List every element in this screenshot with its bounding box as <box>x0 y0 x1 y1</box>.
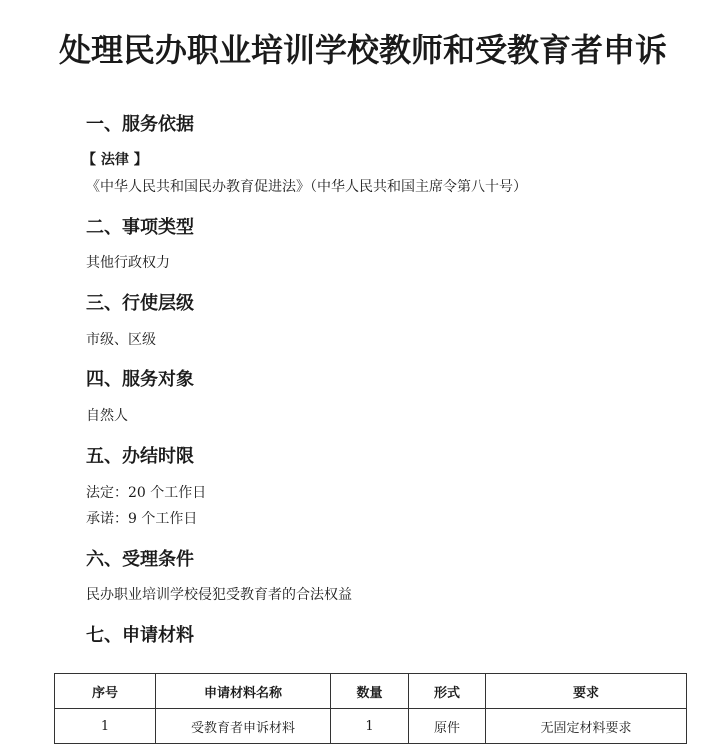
law-tag: 【 法律 】 <box>82 152 148 168</box>
column-header-quantity: 数量 <box>331 674 409 709</box>
cell-index: 1 <box>55 709 156 744</box>
section-text-promised-limit: 承诺：9 个工作日 <box>86 511 198 527</box>
cell-requirement: 无固定材料要求 <box>486 709 687 744</box>
section-heading-item-type: 二、事项类型 <box>86 217 194 238</box>
section-text-basis-law: 《中华人民共和国民办教育促进法》（中华人民共和国主席令第八十号） <box>86 179 527 195</box>
section-heading-conditions: 六、受理条件 <box>86 549 194 570</box>
section-text-item-type: 其他行政权力 <box>86 255 170 271</box>
section-heading-time-limit: 五、办结时限 <box>86 446 194 467</box>
table-row <box>55 709 687 744</box>
table-header-row <box>55 674 687 709</box>
section-heading-materials: 七、申请材料 <box>86 625 194 646</box>
column-header-material-name: 申请材料名称 <box>156 674 331 709</box>
section-text-target: 自然人 <box>86 408 128 424</box>
section-heading-target: 四、服务对象 <box>86 369 194 390</box>
materials-table <box>54 673 687 744</box>
section-text-level: 市级、区级 <box>86 332 156 348</box>
cell-material-name: 受教育者申诉材料 <box>156 709 331 744</box>
section-text-legal-limit: 法定：20 个工作日 <box>86 485 207 501</box>
column-header-form: 形式 <box>409 674 486 709</box>
column-header-index: 序号 <box>55 674 156 709</box>
section-text-conditions: 民办职业培训学校侵犯受教育者的合法权益 <box>86 587 352 603</box>
cell-form: 原件 <box>409 709 486 744</box>
section-heading-basis: 一、服务依据 <box>86 114 194 135</box>
cell-quantity: 1 <box>331 709 409 744</box>
document-title: 处理民办职业培训学校教师和受教育者申诉 <box>58 31 667 69</box>
section-heading-level: 三、行使层级 <box>86 293 194 314</box>
column-header-requirement: 要求 <box>486 674 687 709</box>
